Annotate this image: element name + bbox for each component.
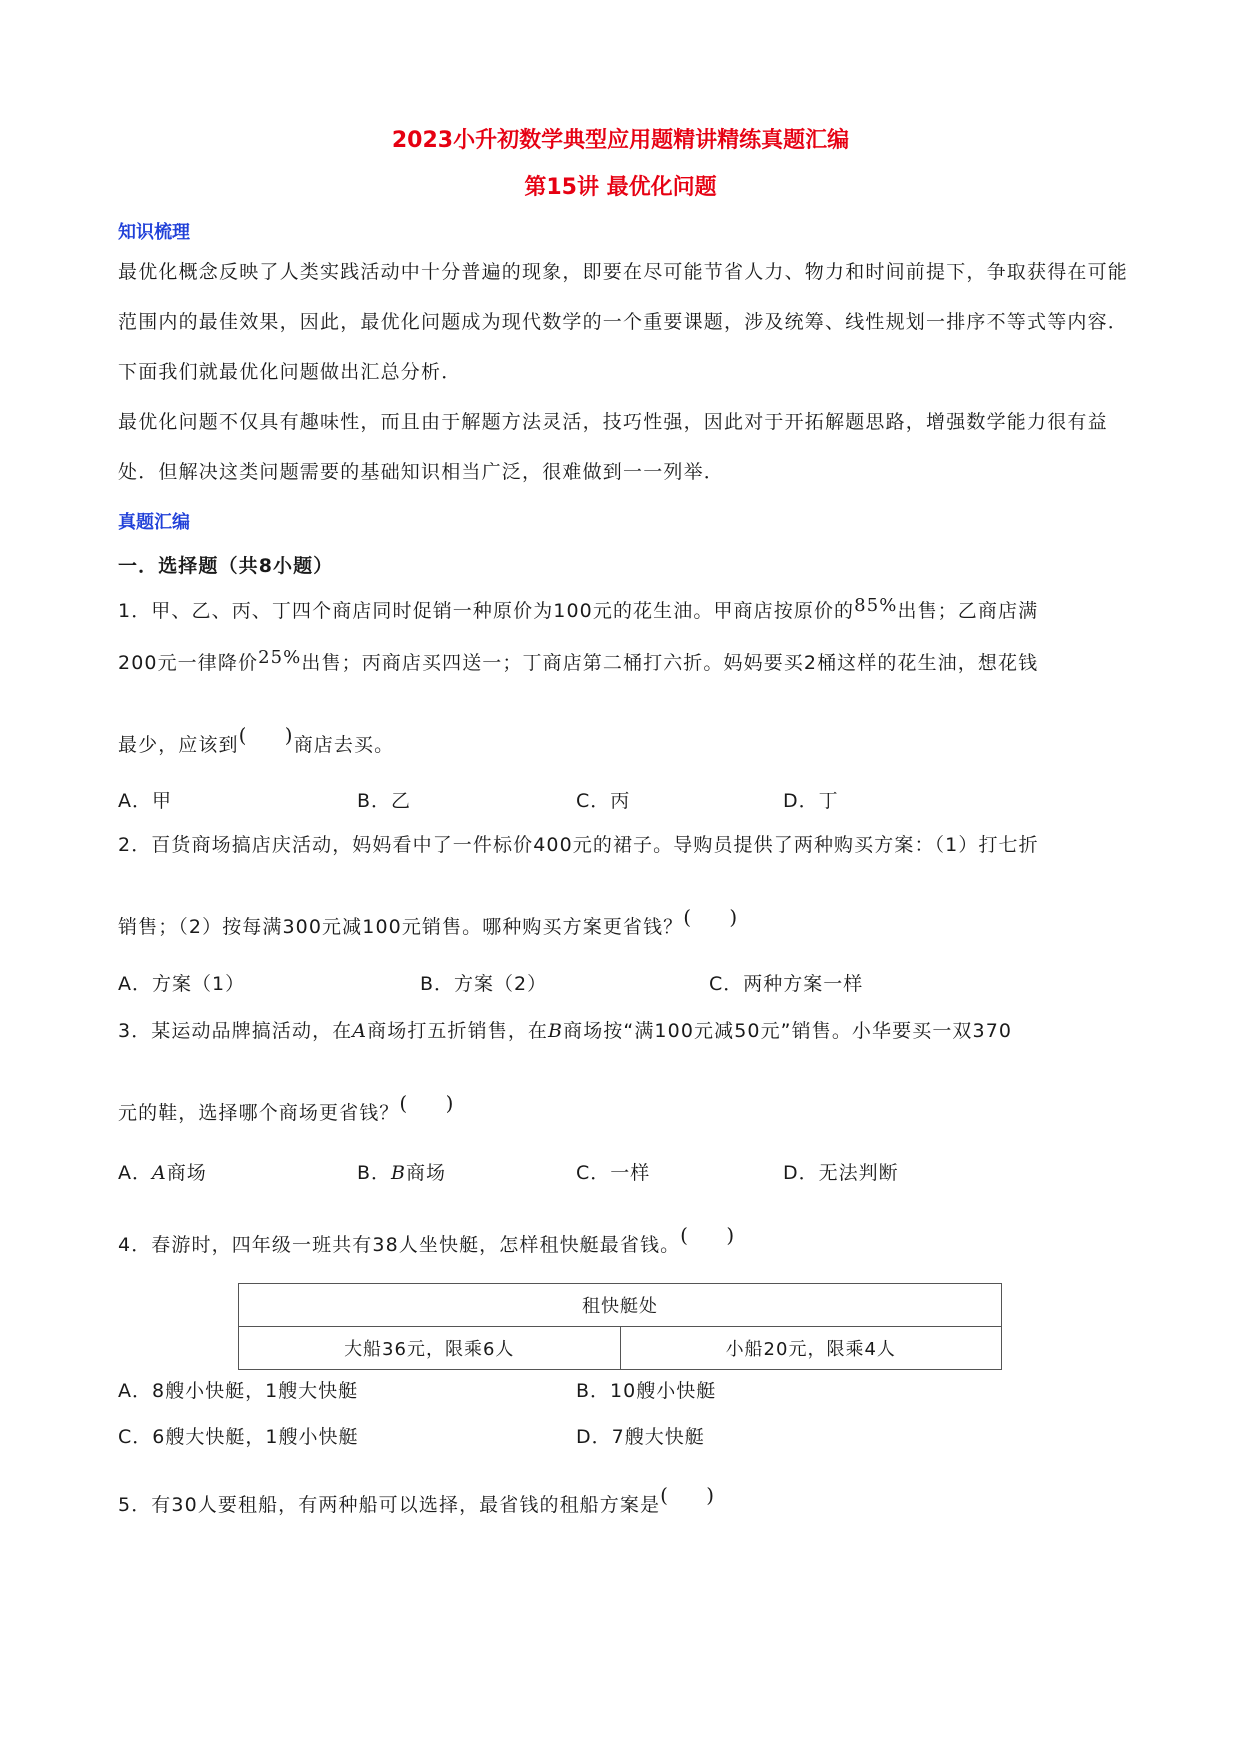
q1-line-1 — [118, 596, 1038, 623]
rental-table-large-boat: 大船36元，限乘6人 — [239, 1327, 621, 1370]
q1-option-d[interactable]: D．丁 — [783, 790, 839, 812]
q2-line-1: 2．百货商场搞店庆活动，妈妈看中了一件标价400元的裙子。导购员提供了两种购买方案：（1）打七折 — [118, 834, 1039, 856]
q2-option-a[interactable]: A．方案（1） — [118, 973, 246, 995]
knowledge-paragraph-2: 最优化问题不仅具有趣味性，而且由于解题方法灵活，技巧性强，因此对于开拓解题思路，增强数学能力很有益处．但解决这类问题需要的基础知识相当广泛，很难做到一一列举． — [118, 411, 1108, 483]
rental-table-row — [239, 1327, 1002, 1370]
rental-table — [238, 1283, 1002, 1370]
q5-text: 5．有30人要租船，有两种船可以选择，最省钱的租船方案是 — [118, 1494, 661, 1516]
q1-option-a[interactable]: A．甲 — [118, 790, 172, 812]
choice-section-title: 一．选择题（共8小题） — [118, 555, 334, 577]
q3-option-c[interactable]: C．一样 — [576, 1162, 651, 1184]
q1-line-2 — [118, 648, 1038, 675]
q1-answer-blank[interactable]: ( ) — [238, 723, 294, 747]
q3-option-b-var: B — [391, 1162, 407, 1184]
rental-table-header-row — [239, 1284, 1002, 1327]
knowledge-paragraph-1: 最优化概念反映了人类实践活动中十分普遍的现象，即要在尽可能节省人力、物力和时间前提下，争取获得在可能范围内的最佳效果，因此，最优化问题成为现代数学的一个重要课题，涉及统筹、线性规划一排序不等式等内容．下面我们就最优化问题做出汇总分析． — [118, 261, 1129, 383]
q3-option-a-text: 商场 — [166, 1162, 207, 1184]
q3-option-a-var: A — [152, 1162, 167, 1184]
q4-option-b[interactable]: B．10艘小快艇 — [576, 1380, 717, 1402]
lecture-subtitle: 第15讲 最优化问题 — [524, 175, 717, 200]
exam-heading: 真题汇编 — [118, 512, 190, 533]
q5-answer-blank[interactable]: ( ) — [660, 1483, 716, 1507]
q3-var-a: A — [352, 1020, 368, 1042]
q3-option-d[interactable]: D．无法判断 — [783, 1162, 899, 1184]
q2-option-c[interactable]: C．两种方案一样 — [709, 973, 864, 995]
rental-table-small-boat: 小船20元，限乘4人 — [620, 1327, 1002, 1370]
q3-line-1 — [118, 1016, 1012, 1043]
q4-answer-blank[interactable]: ( ) — [680, 1223, 736, 1247]
q3-option-b-text: 商场 — [406, 1162, 447, 1184]
q3-text-c: 商场按“满100元减50元”销售。小华要买一双370 — [563, 1020, 1013, 1042]
q1-text-c: 200元一律降价 — [118, 652, 259, 674]
document-title: 2023小升初数学典型应用题精讲精练真题汇编 — [391, 128, 850, 153]
q5-line-1 — [118, 1483, 716, 1517]
q2-option-b[interactable]: B．方案（2） — [420, 973, 548, 995]
q3-option-a[interactable] — [118, 1158, 207, 1185]
q3-option-a-prefix: A． — [118, 1162, 152, 1184]
q4-option-c[interactable]: C．6艘大快艇，1艘小快艇 — [118, 1426, 359, 1448]
q4-option-a[interactable]: A．8艘小快艇，1艘大快艇 — [118, 1380, 359, 1402]
q1-text-a: 1．甲、乙、丙、丁四个商店同时促销一种原价为100元的花生油。甲商店按原价的 — [118, 600, 855, 622]
q1-option-c[interactable]: C．丙 — [576, 790, 631, 812]
q2-answer-blank[interactable]: ( ) — [683, 905, 739, 929]
q1-text-e: 最少，应该到 — [118, 734, 239, 756]
q4-line-1 — [118, 1223, 736, 1257]
q1-line-3 — [118, 723, 395, 757]
q4-option-d[interactable]: D．7艘大快艇 — [576, 1426, 705, 1448]
q3-var-b: B — [548, 1020, 564, 1042]
q3-option-b-prefix: B． — [357, 1162, 392, 1184]
q1-percent-85: 85% — [854, 595, 898, 616]
q1-text-f: 商店去买。 — [293, 734, 395, 756]
q1-option-b[interactable]: B．乙 — [357, 790, 412, 812]
q3-answer-blank[interactable]: ( ) — [399, 1091, 455, 1115]
q2-line-2 — [118, 905, 739, 939]
knowledge-heading: 知识梳理 — [118, 222, 190, 243]
q2-text: 销售；（2）按每满300元减100元销售。哪种购买方案更省钱？ — [118, 916, 684, 938]
q4-text: 4．春游时，四年级一班共有38人坐快艇，怎样租快艇最省钱。 — [118, 1234, 681, 1256]
q3-line-2 — [118, 1091, 455, 1125]
q3-option-b[interactable] — [357, 1158, 446, 1185]
q1-percent-25: 25% — [258, 647, 302, 668]
q3-text-d: 元的鞋，选择哪个商场更省钱？ — [118, 1102, 400, 1124]
q3-text-b: 商场打五折销售，在 — [367, 1020, 549, 1042]
rental-table-title: 租快艇处 — [239, 1284, 1002, 1327]
q1-text-d: 出售；丙商店买四送一；丁商店第二桶打六折。妈妈要买2桶这样的花生油，想花钱 — [301, 652, 1039, 674]
q3-text-a: 3．某运动品牌搞活动，在 — [118, 1020, 353, 1042]
q1-text-b: 出售；乙商店满 — [897, 600, 1039, 622]
